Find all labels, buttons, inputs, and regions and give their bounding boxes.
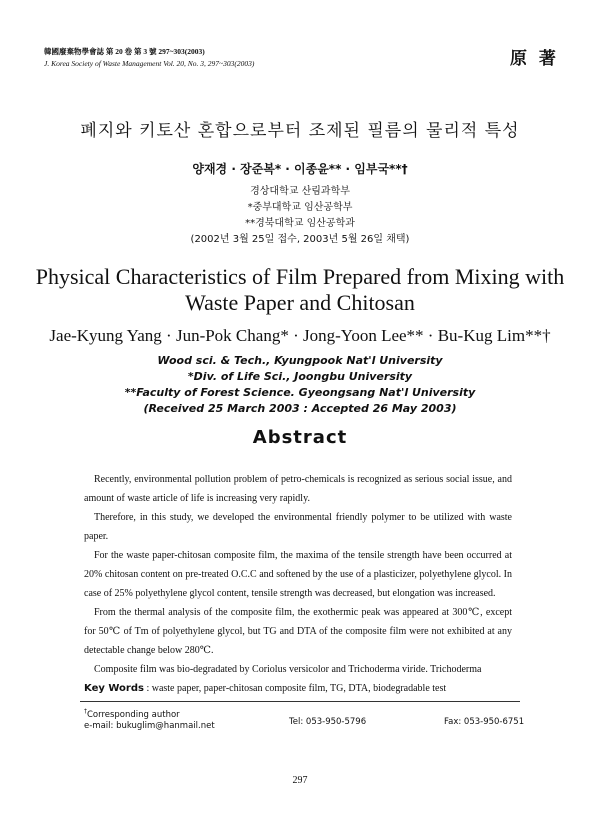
english-authors: Jae-Kyung Yang · Jun-Pok Chang* · Jong-Yoon Lee** · Bu-Kug Lim**†	[49, 326, 551, 345]
abstract-paragraph-1: Recently, environmental pollution problem of petro-chemicals is recognized as serious social issue, and amount of waste article of life is increasing very rapidly.	[84, 474, 512, 504]
keywords-text: : waste paper, paper-chitosan composite film, TG, DTA, biodegradable test	[146, 683, 447, 694]
journal-header-english: J. Korea Society of Waste Management Vol. 20, No. 3, 297~303(2003)	[44, 59, 255, 68]
english-title-line-1: Physical Characteristics of Film Prepared from Mixing with	[35, 264, 565, 289]
footnote-divider	[80, 701, 520, 702]
korean-authors: 양재경 · 장준복* · 이종윤** · 임부국**†	[192, 162, 408, 176]
english-affiliations	[0, 353, 600, 417]
english-affiliation-1: Wood sci. & Tech., Kyungpook Nat'l University	[157, 354, 443, 367]
english-affiliation-3: **Faculty of Forest Science. Gyeongsang Nat'l University	[124, 386, 476, 399]
english-affiliation-2: *Div. of Life Sci., Joongbu University	[187, 370, 413, 383]
author-tel: Tel: 053-950-5796	[289, 717, 367, 727]
english-title	[0, 264, 600, 316]
abstract-paragraph-5: Composite film was bio-degradated by Coriolus versicolor and Trichoderma viride. Trichoderma	[94, 664, 482, 675]
korean-affiliation-1: 경상대학교 산림과학부	[250, 186, 350, 197]
keywords-label: Key Words	[84, 683, 144, 694]
author-fax: Fax: 053-950-6751	[444, 717, 525, 727]
received-date-korean: (2002년 3월 25일 접수, 2003년 5월 26일 채택)	[190, 234, 410, 245]
dagger-mark: †	[84, 708, 87, 715]
abstract-paragraph-4: From the thermal analysis of the composite film, the exothermic peak was appeared at 300℃, except for 50℃ of Tm of polyethylene glycol, but TG and DTA of the composite film were not exhibited at any detectable change below 280℃.	[84, 607, 512, 656]
korean-title: 폐지와 키토산 혼합으로부터 조제된 필름의 물리적 특성	[80, 121, 520, 141]
english-title-line-2: Waste Paper and Chitosan	[185, 290, 415, 315]
corresponding-author-note	[84, 706, 215, 732]
author-email: e-mail: bukuglim@hanmail.net	[84, 720, 215, 731]
corresponding-author-label: Corresponding author	[86, 709, 180, 720]
abstract-heading: Abstract	[252, 427, 348, 448]
korean-affiliation-2: *중부대학교 임산공학부	[247, 202, 353, 213]
received-date-english: (Received 25 March 2003 : Accepted 26 May 2003)	[143, 402, 457, 415]
article-type-badge: 原 著	[510, 49, 559, 69]
abstract-paragraph-3: For the waste paper-chitosan composite film, the maxima of the tensile strength have been occurred at 20% chitosan content on pre-treated O.C.C and softened by the use of a plasticizer, polyethylene glycol. In case of 25% polyethylene glycol content, tensile strength was decreased, but elongation was increased.	[84, 550, 512, 599]
journal-header-korean: 韓國廢棄物學會誌 第 20 卷 第 3 號 297~303(2003)	[44, 47, 205, 56]
abstract-paragraph-2: Therefore, in this study, we developed the environmental friendly polymer to be utilized with waste paper.	[84, 512, 512, 542]
keywords	[84, 683, 512, 694]
page-number: 297	[292, 775, 308, 786]
abstract-body	[84, 470, 512, 679]
korean-affiliation-3: **경북대학교 임산공학과	[245, 218, 355, 229]
